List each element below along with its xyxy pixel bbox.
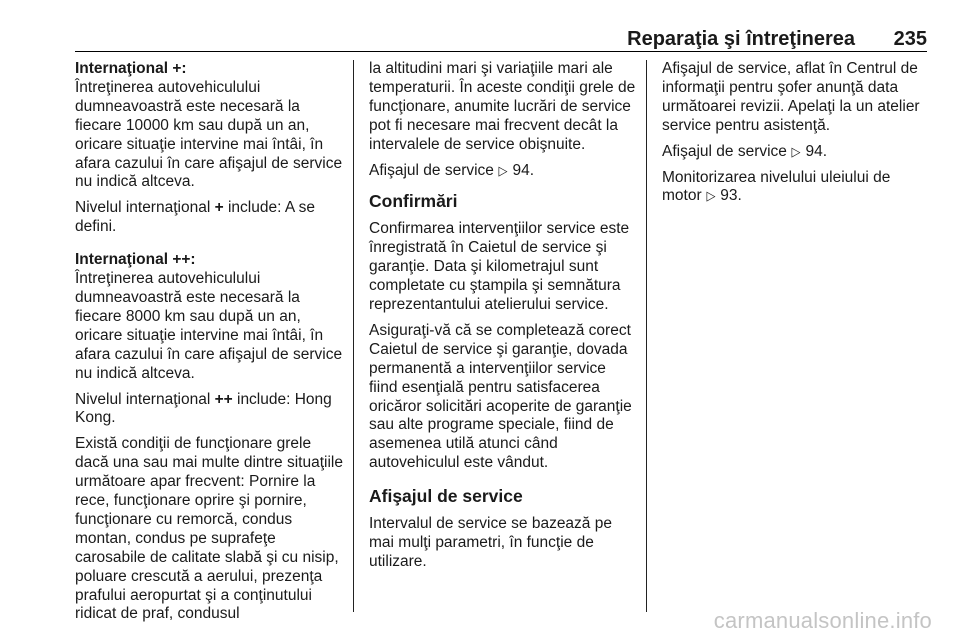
text-level-plusplus-before: Nivelul internaţional bbox=[75, 390, 215, 408]
text-level-plus-before: Nivelul internaţional bbox=[75, 199, 215, 217]
paragraph-driver-info: Afişajul de service, aflat în Centrul de informaţii pentru şofer anunţă data următoarei revizii. Apelaţi la un atelier service pentru asistenţă. bbox=[662, 60, 920, 134]
paragraph-service-display-ref-2[interactable] bbox=[662, 143, 930, 162]
column-middle bbox=[369, 60, 637, 579]
paragraph-service-interval: Intervalul de service se bazează pe mai mulţi parametri, în funcţie de utilizare. bbox=[369, 515, 612, 570]
header-rule bbox=[75, 51, 927, 52]
paragraph-international-plusplus bbox=[75, 251, 347, 383]
column-right bbox=[662, 60, 930, 213]
ref-text: Afişajul de service bbox=[369, 161, 499, 179]
ref-text: Monitorizarea nivelului uleiului de motor bbox=[662, 168, 891, 205]
ref-page: 94. bbox=[801, 142, 828, 160]
paragraph-confirmation: Confirmarea intervenţiilor service este înregistrată în Caietul de service şi garanţie. Data şi kilometrajul sunt completate cu ştampila şi semnătura reprezentantului atelierului service. bbox=[369, 220, 630, 313]
label-international-plus: Internaţional +: bbox=[75, 60, 187, 77]
paragraph-service-display-ref[interactable] bbox=[369, 162, 637, 181]
text-international-plusplus: Întreţinerea autovehiculului dumneavoastră este necesară la fiecare 8000 km sau după un an, oricare situaţie intervine mai întâi, în afara cazului în care afişajul de service nu indică altceva. bbox=[75, 270, 343, 382]
paragraph-severe-conditions: Există condiţii de funcţionare grele dacă una sau mai multe dintre situaţiile următoare apar frecvent: Pornire la rece, funcţionare oprire şi pornire, funcţionare cu remorcă, condus montan, condus pe suprafeţe carosabile de calitate slabă şi cu nisip, poluare crescută a aerului, prezenţa prafului aeropurtat şi a conţinutului ridicat de praf, condusul bbox=[75, 435, 343, 623]
column-divider-right bbox=[646, 60, 647, 612]
text-level-plusplus-bold: ++ bbox=[214, 390, 233, 408]
reference-arrow-icon[interactable]: ▷ bbox=[791, 143, 801, 159]
heading-confirmari: Confirmări bbox=[369, 191, 458, 212]
paragraph-international-plus bbox=[75, 60, 347, 192]
heading-service-display: Afişajul de service bbox=[369, 486, 523, 507]
paragraph-level-plusplus bbox=[75, 391, 347, 429]
ref-page: 94. bbox=[508, 161, 535, 179]
text-level-plus-bold: + bbox=[214, 199, 224, 217]
page-number: 235 bbox=[893, 28, 927, 50]
paragraph-oil-monitoring-ref[interactable] bbox=[662, 169, 930, 207]
label-international-plusplus: Internaţional ++: bbox=[75, 251, 196, 269]
text-international-plus: Întreţinerea autovehiculului dumneavoastră este necesară la fiecare 10000 km sau după un an, oricare situaţie intervine mai întâi, în afara cazului în care afişajul de service nu indică altceva. bbox=[75, 78, 343, 191]
column-divider-left bbox=[353, 60, 354, 612]
paragraph-ensure-book: Asiguraţi-vă că se completează corect Caietul de service şi garanţie, dovada permanentă a intervenţiilor service fiind esenţială pentru satisfacerea oricăror solicitări acoperite de garanţie sau alte programe speciale, fiind de asemenea utilă atunci când autovehiculul este vândut. bbox=[369, 321, 632, 472]
text-level-plus-after: include: A se defini. bbox=[75, 199, 315, 236]
page-title: Reparaţia şi întreţinerea bbox=[627, 28, 855, 50]
reference-arrow-icon[interactable]: ▷ bbox=[706, 188, 716, 204]
text-level-plusplus-after: include: Hong Kong. bbox=[75, 390, 332, 427]
paragraph-level-plus bbox=[75, 199, 347, 237]
paragraph-altitude: la altitudini mari şi variaţiile mari ale temperaturii. În aceste condiţii grele de funcţionare, anumite lucrări de service pot fi necesare mai frecvent decât la intervalele de service obişnuite. bbox=[369, 60, 636, 153]
ref-page: 93. bbox=[715, 187, 742, 205]
ref-text: Afişajul de service bbox=[662, 142, 792, 160]
column-left bbox=[75, 60, 347, 631]
page-header bbox=[75, 24, 927, 52]
watermark: carmanualsonline.info bbox=[713, 608, 932, 633]
reference-arrow-icon[interactable]: ▷ bbox=[498, 162, 508, 178]
